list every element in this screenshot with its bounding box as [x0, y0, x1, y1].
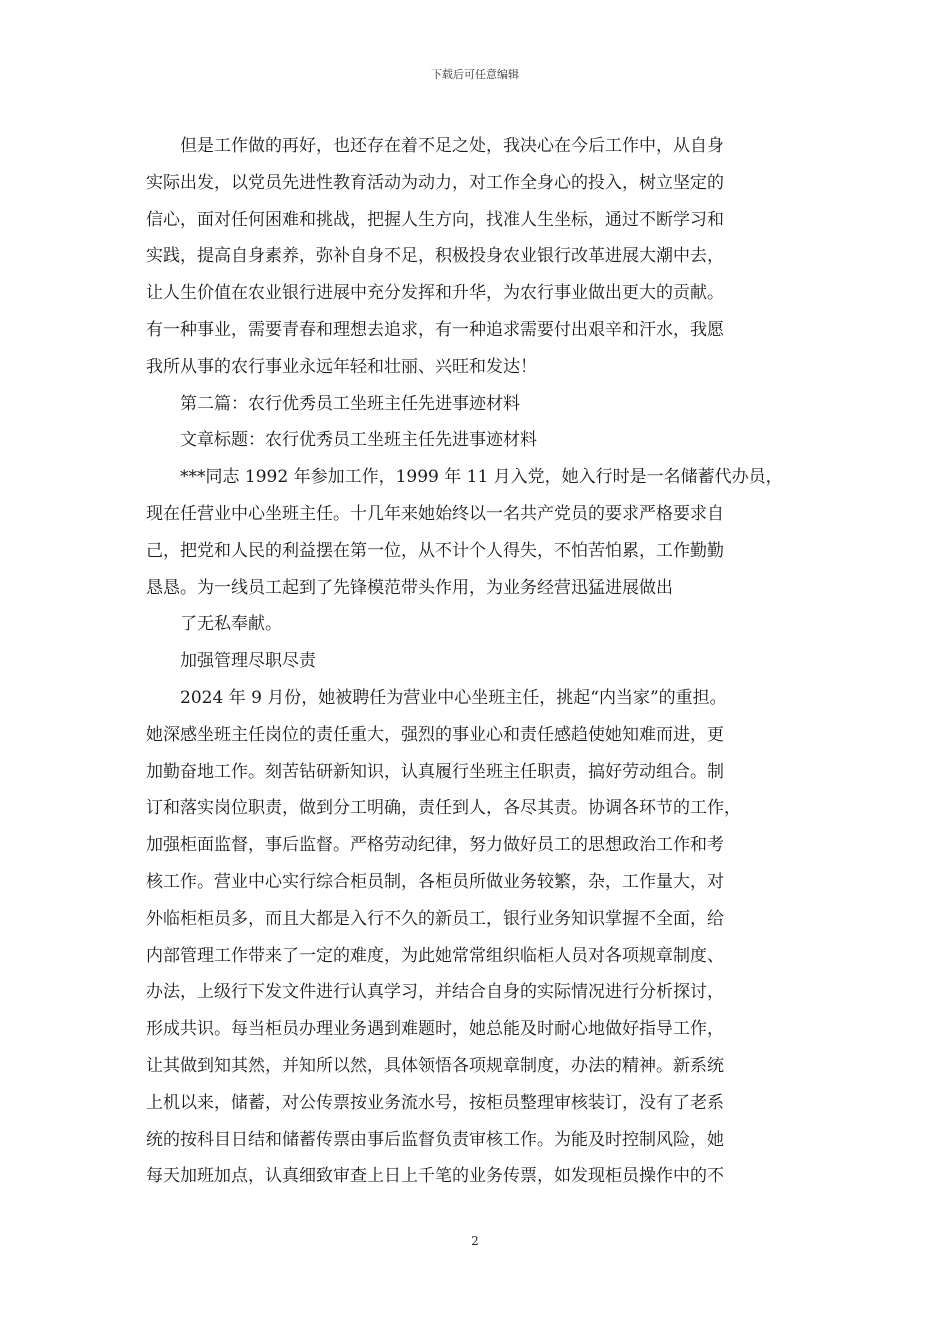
text-line: 上机以来，储蓄，对公传票按业务流水号，按柜员整理审核装订，没有了老系 — [146, 1092, 724, 1113]
text-line: 加勤奋地工作。刻苦钻研新知识，认真履行坐班主任职责，搞好劳动组合。制 — [146, 761, 724, 782]
page-header: 下载后可任意编辑 — [431, 68, 519, 81]
text-line: 第二篇：农行优秀员工坐班主任先进事迹材料 — [180, 393, 520, 414]
text-line: 加强管理尽职尽责 — [180, 651, 316, 672]
text-line: 核工作。营业中心实行综合柜员制，各柜员所做业务较繁，杂，工作量大，对 — [146, 871, 724, 892]
page-number: 2 — [471, 1234, 479, 1248]
text-line: 让人生价值在农业银行进展中充分发挥和升华，为农行事业做出更大的贡献。 — [146, 283, 724, 304]
text-line: 实践，提高自身素养，弥补自身不足，积极投身农业银行改革进展大潮中去， — [146, 246, 724, 267]
text-line: 信心，面对任何困难和挑战，把握人生方向，找准人生坐标，通过不断学习和 — [146, 209, 724, 230]
text-line: 实际出发，以党员先进性教育活动为动力，对工作全身心的投入，树立坚定的 — [146, 172, 724, 193]
text-line: 形成共识。每当柜员办理业务遇到难题时，她总能及时耐心地做好指导工作， — [146, 1019, 724, 1040]
text-line: 有一种事业，需要青春和理想去追求，有一种追求需要付出艰辛和汗水，我愿 — [146, 319, 724, 340]
text-line: 现在任营业中心坐班主任。十几年来她始终以一名共产党员的要求严格要求自 — [146, 503, 724, 524]
text-line: 让其做到知其然，并知所以然，具体领悟各项规章制度，办法的精神。新系统 — [146, 1055, 724, 1076]
text-line: 了无私奉献。 — [180, 614, 282, 635]
text-line: 每天加班加点，认真细致审查上日上千笔的业务传票，如发现柜员操作中的不 — [146, 1166, 724, 1187]
text-line: 己，把党和人民的利益摆在第一位，从不计个人得失，不怕苦怕累，工作勤勤 — [146, 540, 724, 561]
text-line: 但是工作做的再好，也还存在着不足之处，我决心在今后工作中，从自身 — [180, 136, 724, 156]
text-line: 恳恳。为一线员工起到了先锋模范带头作用，为业务经营迅猛进展做出 — [146, 577, 673, 598]
text-line: 订和落实岗位职责，做到分工明确，责任到人，各尽其责。协调各环节的工作， — [146, 798, 741, 819]
text-line: 外临柜柜员多，而且大都是入行不久的新员工，银行业务知识掌握不全面，给 — [146, 908, 724, 929]
document-body — [146, 128, 806, 1195]
text-line: 内部管理工作带来了一定的难度，为此她常常组织临柜人员对各项规章制度、 — [146, 945, 724, 966]
text-line: 办法，上级行下发文件进行认真学习，并结合自身的实际情况进行分析探讨， — [146, 982, 724, 1003]
text-line: 2024 年 9 月份，她被聘任为营业中心坐班主任，挑起“内当家”的重担。 — [180, 687, 727, 708]
text-line: 我所从事的农行事业永远年轻和壮丽、兴旺和发达！ — [146, 356, 537, 377]
text-line: 她深感坐班主任岗位的责任重大，强烈的事业心和责任感趋使她知难而进，更 — [146, 724, 724, 745]
text-line: 文章标题：农行优秀员工坐班主任先进事迹材料 — [180, 430, 537, 451]
text-line: 统的按科目日结和储蓄传票由事后监督负责审核工作。为能及时控制风险，她 — [146, 1129, 724, 1150]
text-line: 加强柜面监督，事后监督。严格劳动纪律，努力做好员工的思想政治工作和考 — [146, 835, 724, 856]
text-line: ***同志 1992 年参加工作，1999 年 11 月入党，她入行时是一名储蓄代办员， — [180, 467, 783, 488]
